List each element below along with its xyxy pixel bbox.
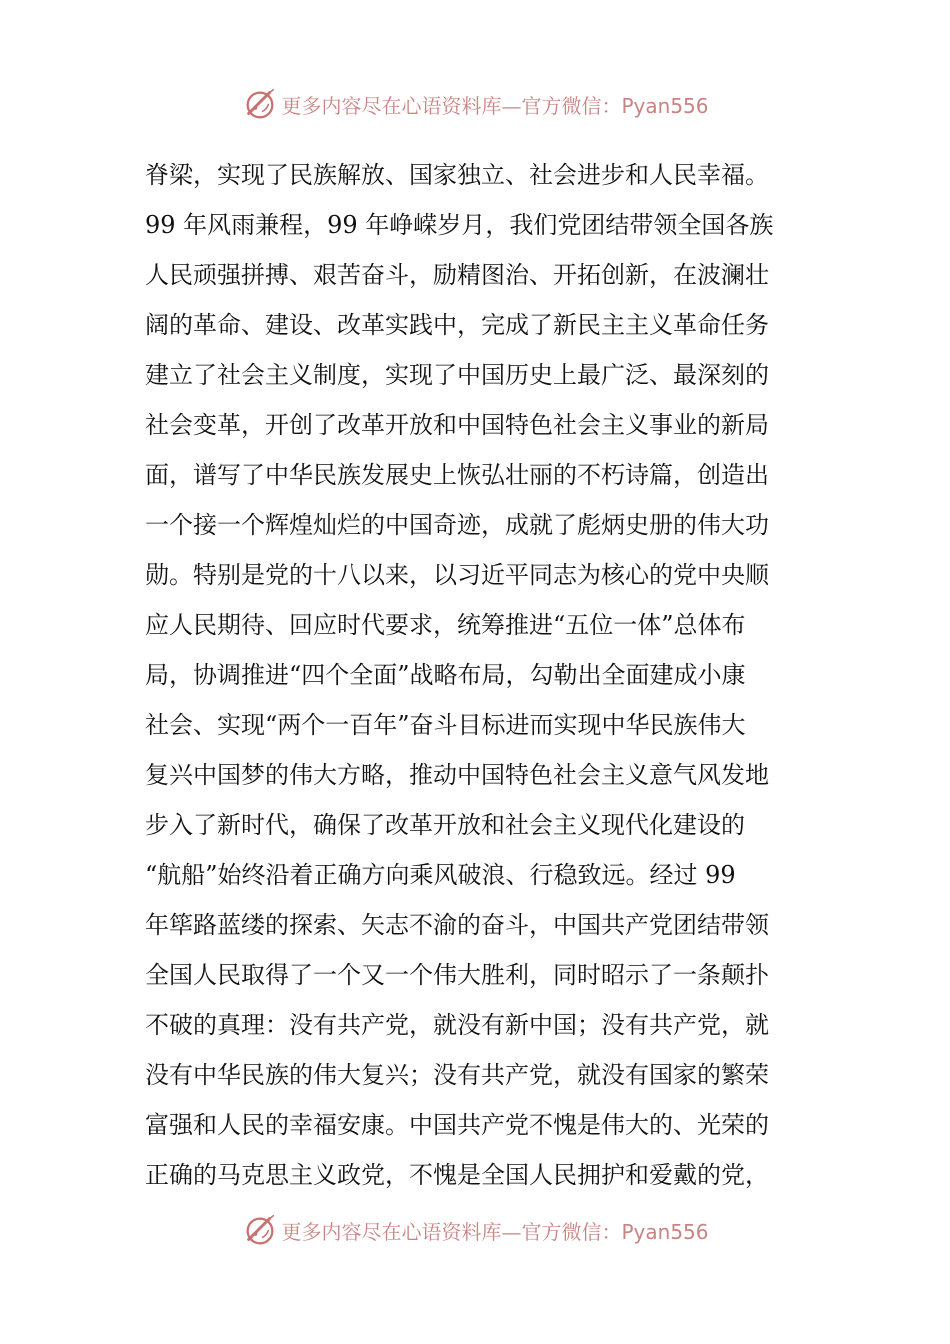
paragraph-line: 勋。特别是党的十八以来，以习近平同志为核心的党中央顺	[145, 561, 769, 589]
footer-watermark-banner	[0, 1208, 950, 1252]
watermark-text: 更多内容尽在心语资料库—官方微信：Pyan556	[281, 1219, 709, 1244]
paragraph-line: 社会、实现“两个一百年”奋斗目标进而实现中华民族伟大	[145, 711, 746, 739]
paragraph-line: 一个接一个辉煌灿烂的中国奇迹，成就了彪炳史册的伟大功	[145, 511, 769, 539]
paragraph-line: 人民顽强拼搏、艰苦奋斗，励精图治、开拓创新，在波澜壮	[145, 261, 769, 289]
paragraph-line: 社会变革，开创了改革开放和中国特色社会主义事业的新局	[145, 411, 769, 439]
paragraph-line: 全国人民取得了一个又一个伟大胜利，同时昭示了一条颠扑	[145, 961, 769, 989]
paragraph-line: 阔的革命、建设、改革实践中，完成了新民主主义革命任务	[145, 311, 769, 339]
watermark-text: 更多内容尽在心语资料库—官方微信：Pyan556	[281, 93, 709, 118]
paragraph-line: 富强和人民的幸福安康。中国共产党不愧是伟大的、光荣的	[145, 1111, 769, 1139]
paragraph-line: 应人民期待、回应时代要求，统筹推进“五位一体”总体布	[145, 611, 746, 639]
paragraph-line: 局，协调推进“四个全面”战略布局，勾勒出全面建成小康	[145, 661, 746, 689]
paragraph-line: 不破的真理：没有共产党，就没有新中国；没有共产党，就	[145, 1011, 769, 1039]
pen-emblem-icon	[241, 1211, 279, 1249]
wechat-id: Pyan556	[621, 93, 709, 118]
wechat-id: Pyan556	[621, 1219, 709, 1244]
paragraph-line: 年筚路蓝缕的探索、矢志不渝的奋斗，中国共产党团结带领	[145, 911, 769, 939]
pen-emblem-icon	[241, 85, 279, 123]
document-body	[145, 150, 809, 1200]
paragraph-line: 步入了新时代，确保了改革开放和社会主义现代化建设的	[145, 811, 745, 839]
paragraph-line: 建立了社会主义制度，实现了中国历史上最广泛、最深刻的	[145, 361, 769, 389]
paragraph-line: 99 年风雨兼程，99 年峥嵘岁月，我们党团结带领全国各族	[145, 211, 774, 239]
paragraph-line: “航船”始终沿着正确方向乘风破浪、行稳致远。经过 99	[145, 861, 736, 889]
header-watermark-banner	[0, 82, 950, 126]
paragraph-line: 正确的马克思主义政党，不愧是全国人民拥护和爱戴的党，	[145, 1161, 769, 1189]
paragraph-line: 面，谱写了中华民族发展史上恢弘壮丽的不朽诗篇，创造出	[145, 461, 769, 489]
paragraph-line: 脊梁，实现了民族解放、国家独立、社会进步和人民幸福。	[145, 161, 769, 189]
paragraph-line: 复兴中国梦的伟大方略，推动中国特色社会主义意气风发地	[145, 761, 769, 789]
paragraph-line: 没有中华民族的伟大复兴；没有共产党，就没有国家的繁荣	[145, 1061, 769, 1089]
